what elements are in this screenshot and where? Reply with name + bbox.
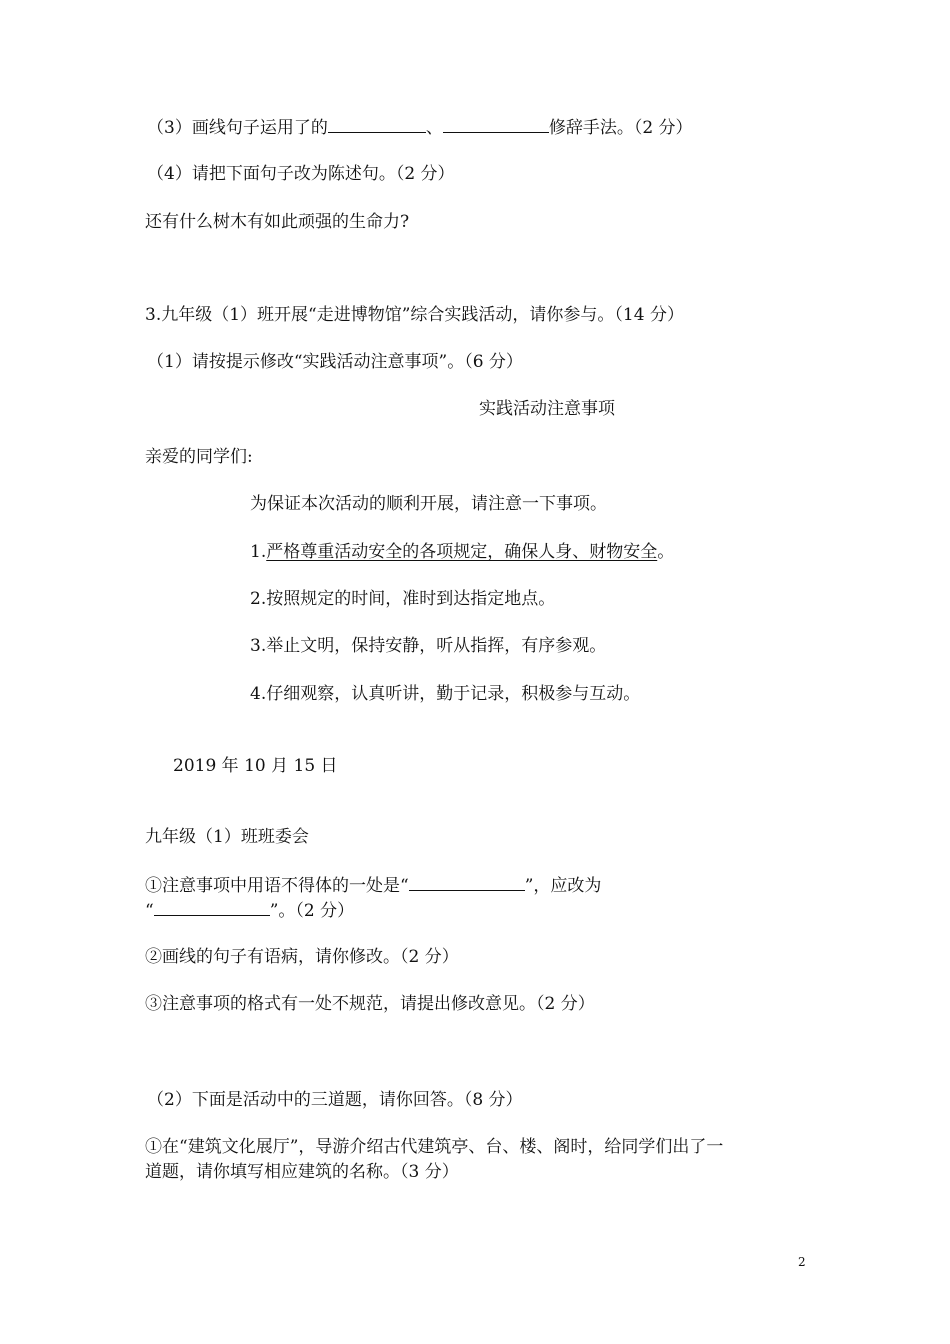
q2-part3-suffix: 修辞手法。（2 分） <box>548 118 693 138</box>
q2-part4-sentence: 还有什么树木有如此顽强的生命力? <box>145 212 410 232</box>
item-1-end: 。 <box>657 542 675 562</box>
notice-title: 实践活动注意事项 <box>479 399 615 419</box>
item-1-number: 1. <box>250 542 267 562</box>
notice-intro: 为保证本次活动的顺利开展，请注意一下事项。 <box>250 494 607 514</box>
part-2-heading: （2）下面是活动中的三道题，请你回答。（8 分） <box>147 1090 523 1110</box>
notice-item-2: 2.按照规定的时间，准时到达指定地点。 <box>250 589 556 609</box>
subquestion-3: ③注意事项的格式有一处不规范，请提出修改意见。（2 分） <box>145 994 595 1014</box>
subquestion-2: ②画线的句子有语病，请你修改。（2 分） <box>145 947 459 967</box>
answer-blank[interactable] <box>443 116 549 133</box>
subq1-prefix: ①注意事项中用语不得体的一处是“ <box>145 876 409 896</box>
underlined-sentence: 严格尊重活动安全的各项规定，确保人身、财物安全 <box>266 542 658 562</box>
subquestion-1-line1 <box>145 874 601 897</box>
notice-item-1 <box>250 541 674 563</box>
notice-date: 2019 年 10 月 15 日 <box>173 756 338 776</box>
question-3-part1: （1）请按提示修改“实践活动注意事项”。（6 分） <box>147 352 523 372</box>
question-3-heading: 3.九年级（1）班开展“走进博物馆”综合实践活动，请你参与。（14 分） <box>145 305 684 325</box>
notice-item-3: 3.举止文明，保持安静，听从指挥，有序参观。 <box>250 636 607 656</box>
subq1-close: ”。（2 分） <box>269 901 355 921</box>
q2-part3-line <box>147 116 693 139</box>
answer-blank[interactable] <box>409 874 525 891</box>
notice-greeting: 亲爱的同学们: <box>145 447 253 467</box>
q2-part3-prefix: （3）画线句子运用了的 <box>147 118 328 138</box>
part-2-question-1-line1: ①在“建筑文化展厅”，导游介绍古代建筑亭、台、楼、阁时，给同学们出了一 <box>145 1137 724 1157</box>
subquestion-1-line2 <box>145 899 354 922</box>
notice-item-4: 4.仔细观察，认真听讲，勤于记录，积极参与互动。 <box>250 684 641 704</box>
page-number: 2 <box>798 1255 806 1269</box>
subq1-open-quote: “ <box>145 901 154 921</box>
subq1-middle: ”，应改为 <box>524 876 602 896</box>
q2-part3-separator: 、 <box>425 118 443 138</box>
answer-blank[interactable] <box>154 899 270 916</box>
notice-signature: 九年级（1）班班委会 <box>145 827 309 847</box>
answer-blank[interactable] <box>328 116 426 133</box>
part-2-question-1-line2: 道题，请你填写相应建筑的名称。（3 分） <box>145 1162 459 1182</box>
q2-part4-prompt: （4）请把下面句子改为陈述句。（2 分） <box>147 164 455 184</box>
